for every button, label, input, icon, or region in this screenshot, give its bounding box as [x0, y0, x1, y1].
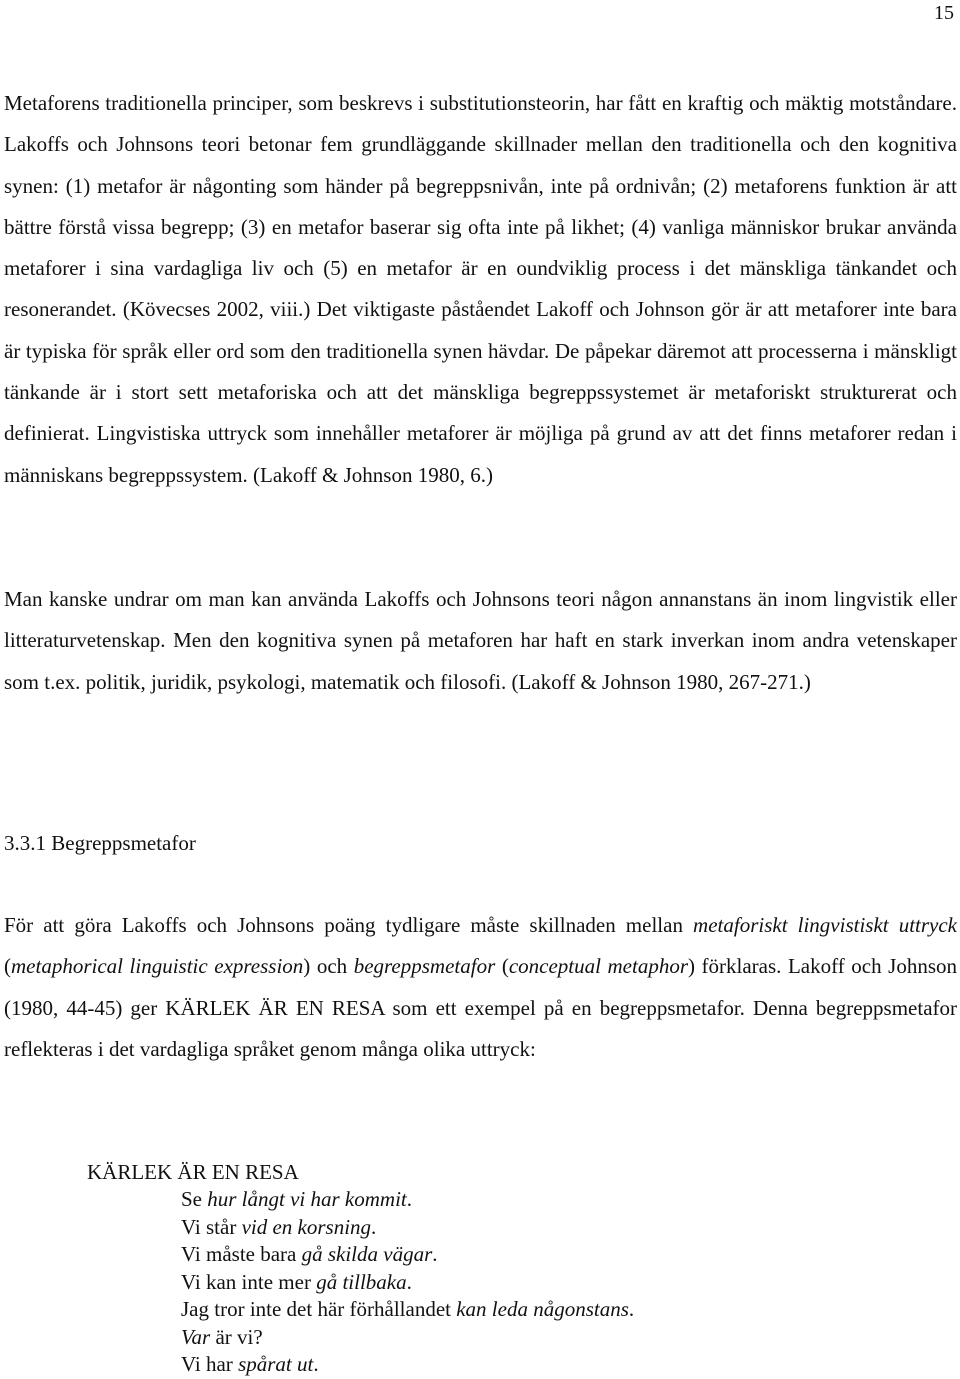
text-run: . [371, 1214, 377, 1239]
text-run: Vi har [181, 1352, 239, 1376]
example-title: KÄRLEK ÄR EN RESA [87, 1160, 299, 1184]
text-run: Vi kan inte mer [181, 1269, 317, 1294]
paragraph-2 [4, 579, 957, 703]
italic-term: Var [181, 1324, 211, 1349]
example-line [181, 1186, 634, 1214]
italic-term: vid en korsning [241, 1214, 372, 1239]
text-run: Man kanske undrar om man kan använda Lakoffs och Johnsons teori någon annanstans än inom lingvistik eller litteraturvetenskap. Men den kognitiva synen på metaforen har haft en stark inverkan inom andra vetenskaper som t.ex. politik, juridik, psykologi, matematik och filosofi. (Lakoff & Johnson 1980, 267-271.) [4, 587, 957, 694]
italic-term: spårat ut [238, 1352, 314, 1376]
paragraph-1 [4, 83, 957, 496]
text-run: . [406, 1269, 412, 1294]
example-line [181, 1241, 634, 1269]
text-run: Vi står [181, 1214, 242, 1239]
text-run: ) och [303, 954, 354, 979]
text-run: Metaforens traditionella principer, som beskrevs i substitutionsteorin, har fått en kraftig och mäktig motståndare. Lakoffs och Johnsons teori betonar fem grundläggande skillnader mellan den traditionella och den kognitiva synen: (1) metafor är någonting som händer på begreppsnivån, inte på ordnivån; (2) metaforens funktion är att bättre förstå vissa begrepp; (3) en metafor baserar sig ofta inte på likhet; (4) vanliga människor brukar använda metaforer i sina vardagliga liv och (5) en metafor är en oundviklig process i det mänskliga tänkandet och resonerandet. (Kövecses 2002, viii.) Det viktigaste påståendet Lakoff och Johnson gör är att metaforer inte bara är typiska för språk eller ord som den traditionella synen hävdar. De påpekar däremot att processerna i mänskligt tänkande är i stort sett metaforiska och att det mänskliga begreppssystemet är metaforiskt strukturerat och definierat. Lingvistiska uttryck som innehåller metaforer är möjliga på grund av att det finns metaforer redan i människans begreppssystem. (Lakoff & Johnson 1980, 6.) [4, 91, 957, 487]
text-run: . [432, 1242, 438, 1266]
text-run: är vi? [210, 1324, 263, 1349]
text-run: För att göra Lakoffs och Johnsons poäng tydligare måste skillnaden mellan [4, 913, 694, 937]
italic-term: metaforiskt lingvistiskt uttryck [693, 913, 957, 937]
example-line [181, 1296, 634, 1324]
text-run: . [406, 1187, 412, 1211]
section-heading: 3.3.1 Begreppsmetafor [4, 831, 196, 855]
italic-term: hur långt vi har kommit [207, 1187, 407, 1211]
text-run: . [313, 1352, 319, 1376]
paragraph-3 [4, 905, 957, 1070]
text-run: Vi måste bara [181, 1242, 302, 1266]
example-line [181, 1324, 634, 1352]
text-run: ( [4, 954, 11, 979]
text-run: Se [181, 1187, 208, 1211]
example-line [181, 1351, 634, 1379]
italic-term: metaphorical linguistic expression [11, 954, 304, 979]
text-run: . [628, 1297, 635, 1321]
italic-term: begreppsmetafor [353, 954, 496, 979]
italic-term: conceptual metaphor [508, 954, 688, 979]
text-run: ) förklaras. Lakoff och Johnson (1980, 44-45) ger KÄRLEK ÄR EN RESA som ett exempel på en begreppsmetafor. Denna begreppsmetafor reflekteras i det vardagliga språket genom många olika uttryck: [4, 954, 957, 1061]
page-number: 15 [934, 2, 954, 24]
example-line [181, 1214, 634, 1242]
text-run: Jag tror inte det här förhållandet [181, 1297, 457, 1321]
italic-term: kan leda någonstans [456, 1297, 629, 1321]
italic-term: gå tillbaka [316, 1269, 407, 1294]
italic-term: gå skilda vägar [301, 1242, 433, 1266]
text-run: ( [495, 954, 509, 979]
example-line [181, 1269, 634, 1297]
example-list [181, 1186, 634, 1379]
